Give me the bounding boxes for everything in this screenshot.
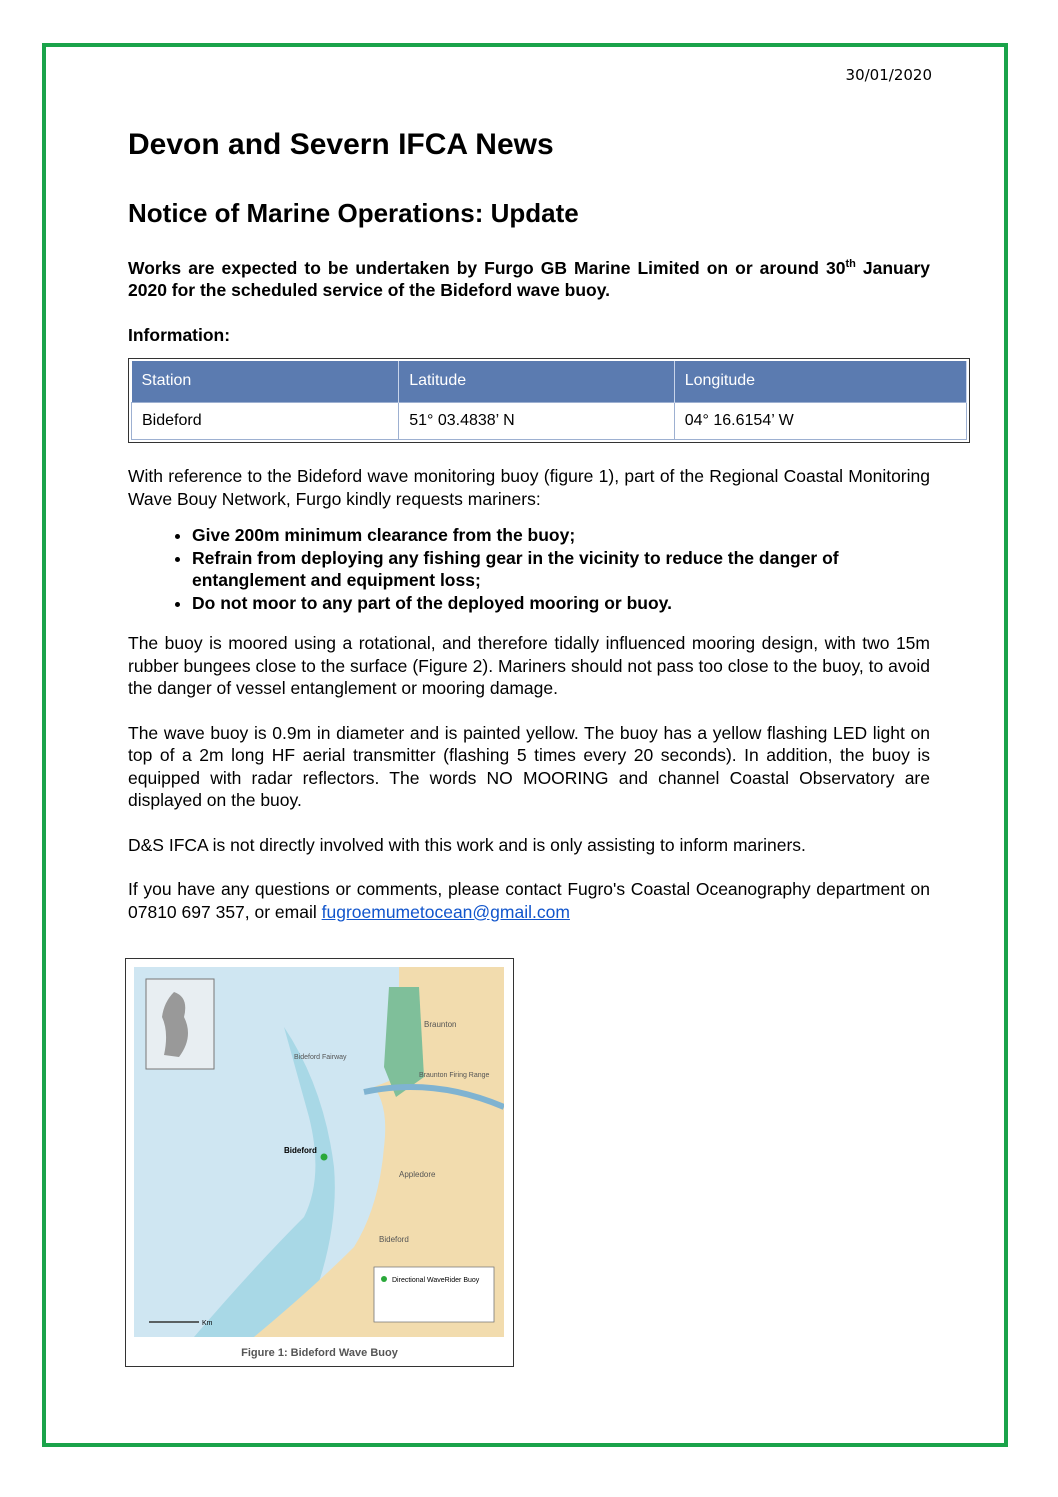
page-title: Devon and Severn IFCA News [128, 128, 554, 161]
header-longitude: Longitude [674, 361, 966, 402]
intro-text-2: January 2020 for the scheduled service of the Bideford wave buoy. [128, 257, 931, 301]
intro-superscript: th [845, 258, 856, 270]
list-item: • Give 200m minimum clearance from the buoy; [192, 524, 930, 547]
label-appledore: Appledore [399, 1170, 436, 1179]
bideford-map [134, 967, 504, 1337]
map-dunes [384, 987, 424, 1097]
list-item: • Refrain from deploying any fishing gear in the vicinity to reduce the danger of entanglement and equipment loss; [192, 547, 930, 592]
figure-map [125, 958, 514, 1367]
intro-paragraph [128, 253, 930, 302]
table-row [132, 402, 967, 440]
legend-buoy-marker [381, 1276, 387, 1282]
information-label: Information: [128, 324, 231, 345]
station-table-wrapper [128, 358, 970, 443]
label-bideford-fairway: Bideford Fairway [294, 1054, 347, 1061]
main-content [128, 253, 930, 923]
buoy-paragraph: The wave buoy is 0.9m in diameter and is painted yellow. The buoy has a yellow flashing LED light on top of a 2m long HF aerial transmitter (flashing 5 times every 20 seconds). In addition, the buoy is equipped with radar reflectors. The words NO MOORING and channel Coastal Observatory are displayed on the buoy. [128, 722, 930, 811]
header-station: Station [132, 361, 399, 402]
intro-text-1: Works are expected to be undertaken by Furgo GB Marine Limited on or around 30 [128, 257, 846, 278]
label-braunton: Braunton [424, 1020, 457, 1029]
email-link[interactable]: fugroemumetocean@gmail.com [321, 901, 570, 922]
mooring-paragraph: The buoy is moored using a rotational, and therefore tidally influenced mooring design, with two 15m rubber bungees close to the surface (Figure 2). Mariners should not pass too close to the buoy, to avoid the danger of vessel entanglement or mooring damage. [128, 633, 930, 699]
contact-paragraph [128, 878, 930, 923]
cell-longitude: 04° 16.6154’ W [674, 402, 966, 440]
contact-text: If you have any questions or comments, please contact Fugro's Coastal Oceanography department on 07810 697 357, or email [128, 879, 930, 922]
station-table [131, 361, 967, 440]
header-latitude: Latitude [399, 361, 675, 402]
ifca-paragraph: D&S IFCA is not directly involved with this work and is only assisting to inform mariners. [128, 834, 806, 855]
map-legend-box [374, 1267, 494, 1322]
label-bideford-town: Bideford [379, 1235, 409, 1244]
figure-caption: Figure 1: Bideford Wave Buoy [241, 1347, 398, 1359]
list-item: • Do not moor to any part of the deployed mooring or buoy. [192, 592, 930, 615]
page-subtitle: Notice of Marine Operations: Update [128, 198, 579, 228]
document-date: 30/01/2020 [845, 66, 932, 84]
reference-paragraph: With reference to the Bideford wave monitoring buoy (figure 1), part of the Regional Coastal Monitoring Wave Bouy Network, Furgo kindly requests mariners: [128, 466, 930, 509]
request-list [128, 524, 930, 614]
legend-label: Directional WaveRider Buoy [392, 1277, 480, 1284]
table-header-row [132, 361, 967, 402]
scale-unit-label: Km [202, 1320, 213, 1327]
buoy-label: Bideford [284, 1146, 317, 1155]
buoy-marker [321, 1154, 328, 1161]
cell-latitude: 51° 03.4838’ N [399, 402, 675, 440]
cell-station: Bideford [132, 402, 399, 440]
label-firing-range: Braunton Firing Range [419, 1072, 490, 1079]
